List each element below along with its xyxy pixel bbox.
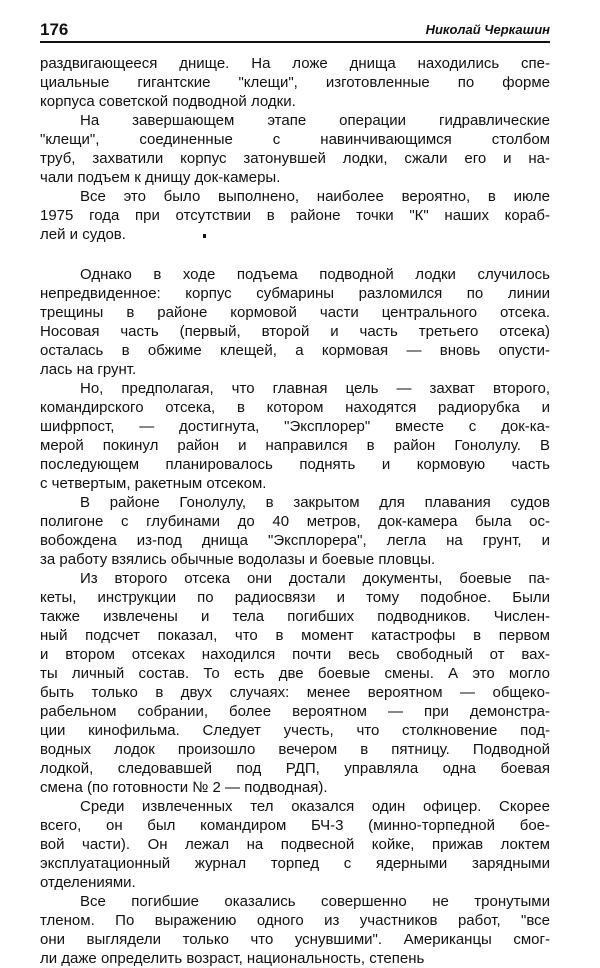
text-line: за работу взялись обычные водолазы и боевые пловцы. (40, 551, 436, 568)
paragraph (40, 265, 550, 379)
text-line: циальные гигантские "клещи", изготовленные по форме (40, 74, 550, 91)
text-line: корпуса советской подводной лодки. (40, 93, 296, 110)
text-line: отделениями. (40, 874, 136, 891)
text-line: чали подъем к днищу док-камеры. (40, 169, 281, 186)
text-line: Из второго отсека они достали документы, боевые па- (80, 570, 550, 587)
text-line: Но, предполагая, что главная цель — захват второго, (80, 380, 550, 397)
text-line: также извлечены и тела погибших подводников. Числен- (40, 608, 550, 625)
text-line: На завершающем этапе операции гидравлические (80, 112, 550, 129)
text-line: осталась в обжиме клещей, а кормовая — вновь опусти- (40, 342, 550, 359)
text-line: 1975 года при отсутствии в районе точки "К" наших кораб- (40, 207, 550, 224)
text-line: Носовая часть (первый, второй и часть третьего отсека) (40, 323, 550, 340)
text-line: труб, захватили корпус затонувшей лодки, сжали его и на- (40, 150, 550, 167)
text-line: шифрпост, — достигнута, "Эксплорер" вместе с док-ка- (40, 418, 550, 435)
text-line: непредвиденное: корпус субмарины разломился по линии (40, 285, 550, 302)
running-title: Николай Черкашин (425, 22, 550, 37)
text-line: В районе Гонолулу, в закрытом для плавания судов (80, 494, 550, 511)
header-rule (40, 41, 550, 43)
text-line: трещины в районе кормовой части центрального отсека. (40, 304, 550, 321)
text-line: они выглядели только что уснувшими". Американцы смог- (40, 931, 550, 948)
text-line: вобождена из-под днища "Эксплорера", легла на грунт, и (40, 532, 550, 549)
text-line: всего, он был командиром БЧ-3 (минно-торпедной бое- (40, 817, 550, 834)
text-line: раздвигающееся днище. На ложе днища находились спе- (40, 55, 550, 72)
paragraph (40, 892, 550, 968)
text-line: ли даже определить возраст, национальность, степень (40, 950, 425, 967)
text-line: командирского отсека, в котором находятся радиорубка и (40, 399, 550, 416)
text-line: кеты, инструкции по радиосвязи и тому подобное. Были (40, 589, 550, 606)
text-line: и втором отсеках находился почти весь свободный от вах- (40, 646, 550, 663)
text-line: тленом. По выражению одного из участников работ, "все (40, 912, 550, 929)
text-line: быть только в двух случаях: менее вероятном — общеко- (40, 684, 550, 701)
text-line: мерой покинул район и направился в район Гонолулу. В (40, 437, 550, 454)
paragraph (40, 187, 550, 244)
text-line: рабельном собрании, более вероятном — при демонстра- (40, 703, 550, 720)
text-line: вой части). Он лежал на подвесной койке, прижав локтем (40, 836, 550, 853)
text-line: лась на грунт. (40, 361, 137, 378)
text-line: Среди извлеченных тел оказался один офицер. Скорее (80, 798, 550, 815)
text-block-main (40, 265, 550, 968)
text-line: последующем планировалось поднять и кормовую часть (40, 456, 550, 473)
paragraph (40, 569, 550, 797)
paragraph (40, 797, 550, 892)
page-number: 176 (40, 20, 69, 39)
text-line: смена (по готовности № 2 — подводная). (40, 779, 328, 796)
text-line: Все это было выполнено, наиболее вероятно, в июле (80, 188, 550, 205)
text-line: "клещи", соединенные с навинчивающимся столбом (40, 131, 550, 148)
paragraph (40, 111, 550, 187)
page-header (40, 20, 550, 44)
text-line: Все погибшие оказались совершенно не тронутыми (80, 893, 550, 910)
paragraph (40, 54, 550, 111)
text-line: ции кинофильма. Следует учесть, что столкновение под- (40, 722, 550, 739)
paragraph (40, 379, 550, 493)
text-line: водных лодок произошло вечером в пятницу. Подводной (40, 741, 550, 758)
paragraph (40, 493, 550, 569)
text-block-top (40, 54, 550, 244)
text-line: эксплуатационный журнал торпед с ядерными зарядными (40, 855, 550, 872)
text-line: лей и судов. (40, 226, 126, 243)
text-line: с четвертым, ракетным отсеком. (40, 475, 267, 492)
text-line: Однако в ходе подъема подводной лодки случилось (80, 266, 550, 283)
text-line: ный подсчет показал, что в момент катастрофы в первом (40, 627, 550, 644)
text-line: полигоне с глубинами до 40 метров, док-камера была ос- (40, 513, 550, 530)
text-line: лодкой, следовавшей под РДП, управляла одна боевая (40, 760, 550, 777)
text-line: ты личный состав. То есть две боевые смены. А это могло (40, 665, 550, 682)
